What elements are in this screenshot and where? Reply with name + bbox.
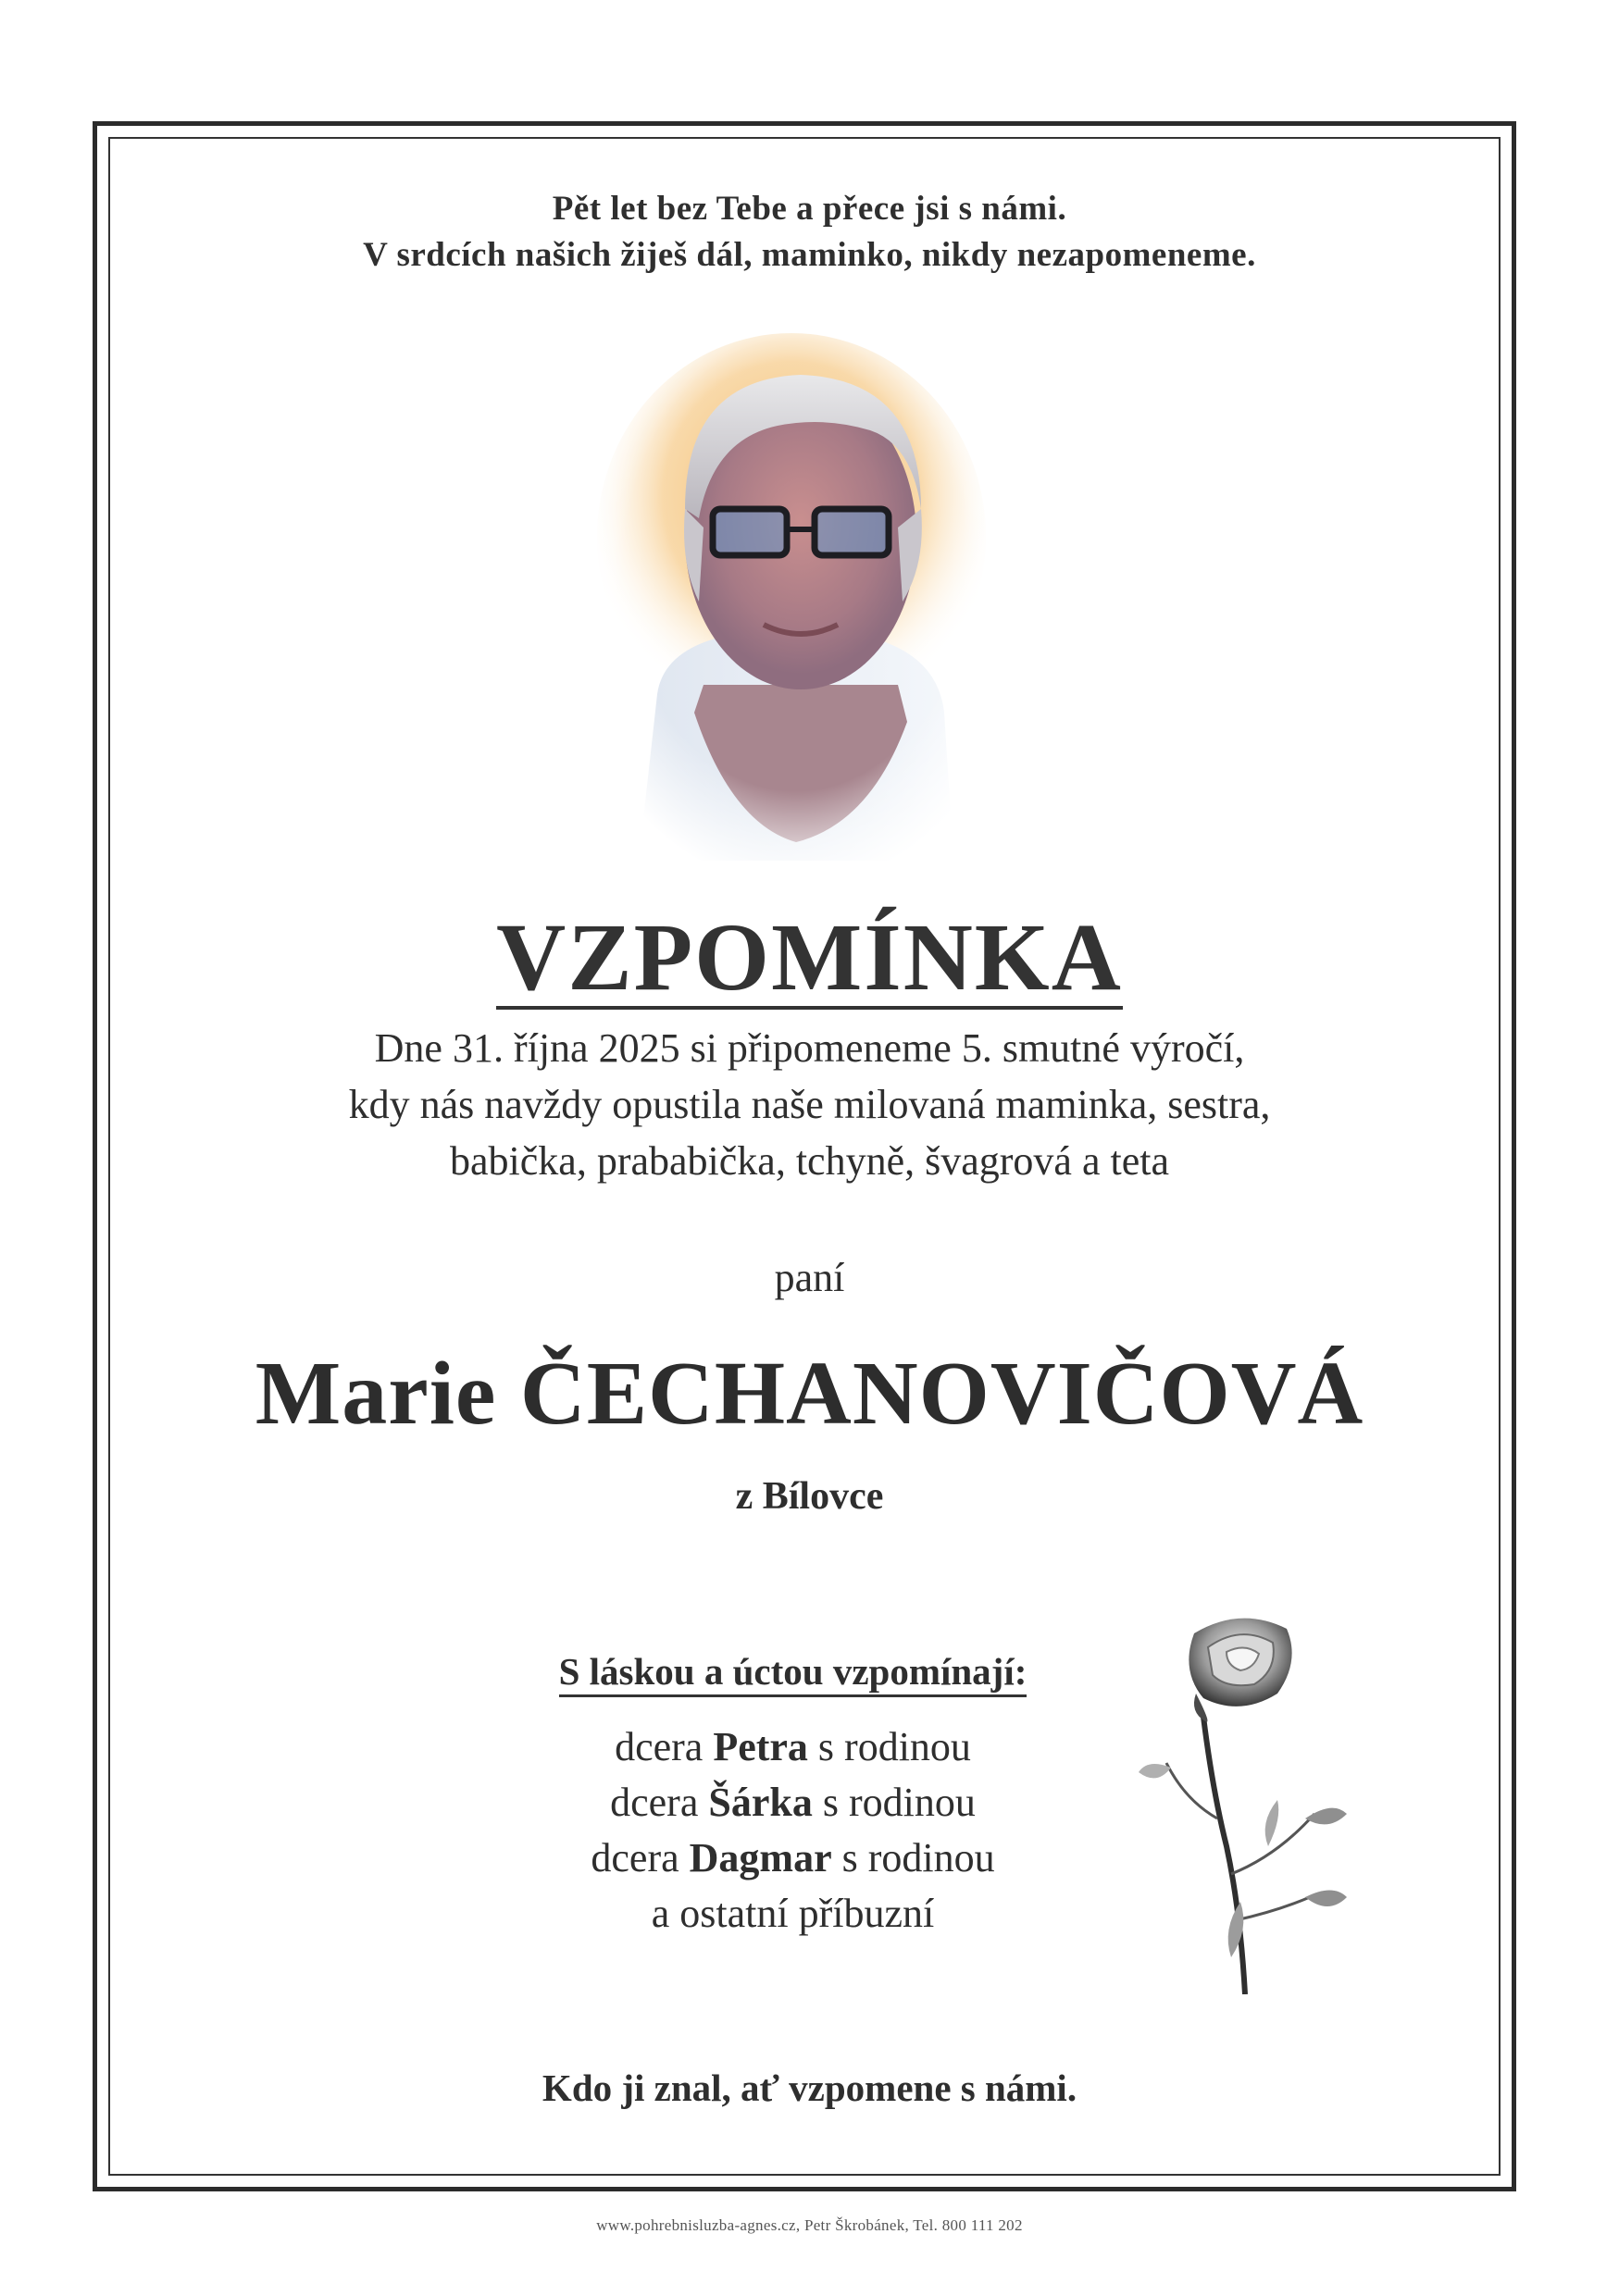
portrait-photo [592,324,1000,861]
origin: z Bílovce [735,1475,884,1518]
deceased-name: Marie ČECHANOVIČOVÁ [255,1344,1364,1444]
title-text: VZPOMÍNKA [496,904,1123,1011]
closing-line: Kdo ji znal, ať vzpomene s námi. [542,2066,1077,2109]
mourners-others: a ostatní příbuzní [651,1891,935,1936]
mourner-3-name: Dagmar [689,1835,832,1880]
announcement-line-3: babička, prababička, tchyně, švagrová a teta [450,1138,1169,1184]
footer-contact: www.pohrebnisluzba-agnes.cz, Petr Škrobánek, Tel. 800 111 202 [596,2216,1023,2234]
mourners-heading-text: S láskou a úctou vzpomínají: [559,1650,1027,1697]
quote-line-1: Pět let bez Tebe a přece jsi s námi. [552,190,1067,228]
rose-icon [1139,1606,1398,1994]
quote-line-2: V srdcích našich žiješ dál, maminko, nikdy nezapomeneme. [363,236,1256,274]
rose-drawing [1139,1606,1398,1994]
mourner-2-suffix: s rodinou [812,1780,976,1825]
mourner-3-prefix: dcera [591,1835,690,1880]
honorific: paní [774,1255,845,1300]
mourner-2-prefix: dcera [610,1780,709,1825]
announcement-line-2: kdy nás navždy opustila naše milovaná maminka, sestra, [348,1082,1271,1127]
mourner-1-prefix: dcera [615,1724,714,1769]
portrait-photo-icon [592,324,1000,861]
mourner-2-name: Šárka [708,1780,813,1825]
mourner-1-suffix: s rodinou [807,1724,971,1769]
announcement-line-1: Dne 31. října 2025 si připomeneme 5. smutné výročí, [374,1025,1245,1071]
mourner-3-suffix: s rodinou [831,1835,995,1880]
page-title [0,902,1619,1012]
mourner-1-name: Petra [713,1724,808,1769]
